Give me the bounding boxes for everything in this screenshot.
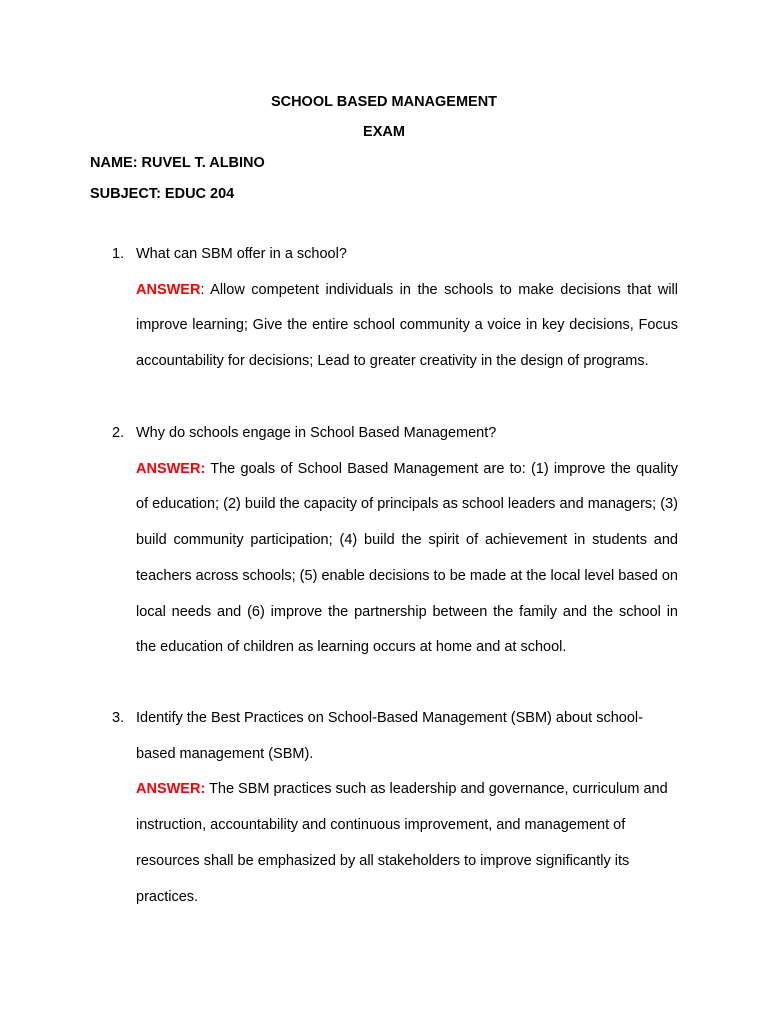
answer-label: ANSWER	[136, 281, 201, 298]
document-subtitle: EXAM	[363, 124, 405, 140]
answer-label: ANSWER:	[136, 460, 206, 477]
question-number: 3.	[112, 710, 125, 726]
question-text: What can SBM offer in a school?	[136, 246, 347, 262]
question-number: 2.	[112, 425, 125, 441]
answer-2	[112, 452, 678, 666]
answer-text: The SBM practices such as leadership and governance, curriculum and instruction, accountability and continuous improvement, and management of resources shall be emphasized by all stakeholders to improve significantly its practices.	[136, 781, 668, 905]
subject-line: SUBJECT: EDUC 204	[90, 186, 235, 202]
question-text: Identify the Best Practices on School-Based Management (SBM) about school-based management (SBM).	[136, 710, 643, 762]
question-2	[112, 416, 678, 452]
question-block-2	[112, 416, 678, 666]
question-3	[112, 701, 678, 772]
document-title: SCHOOL BASED MANAGEMENT	[270, 94, 498, 110]
answer-3	[112, 772, 678, 915]
answer-text: : Allow competent individuals in the schools to make decisions that will improve learning; Give the entire school community a voice in key decisions, Focus accountability for decisions; Lead to greater creativity in the design of programs.	[136, 281, 678, 370]
question-text: Why do schools engage in School Based Management?	[136, 425, 497, 441]
answer-1	[112, 273, 678, 380]
question-block-3	[112, 701, 678, 915]
answer-label: ANSWER:	[136, 781, 206, 798]
question-block-1	[112, 237, 678, 380]
question-1	[112, 237, 678, 273]
answer-text: The goals of School Based Management are to: (1) improve the quality of education; (2) build the capacity of principals as school leaders and managers; (3) build community participation; (4) build the spirit of achievement in students and teachers across schools; (5) enable decisions to be made at the local level based on local needs and (6) improve the partnership between the family and the school in the education of children as learning occurs at home and at school.	[136, 460, 678, 656]
student-name: NAME: RUVEL T. ALBINO	[90, 155, 265, 171]
question-number: 1.	[112, 246, 125, 262]
